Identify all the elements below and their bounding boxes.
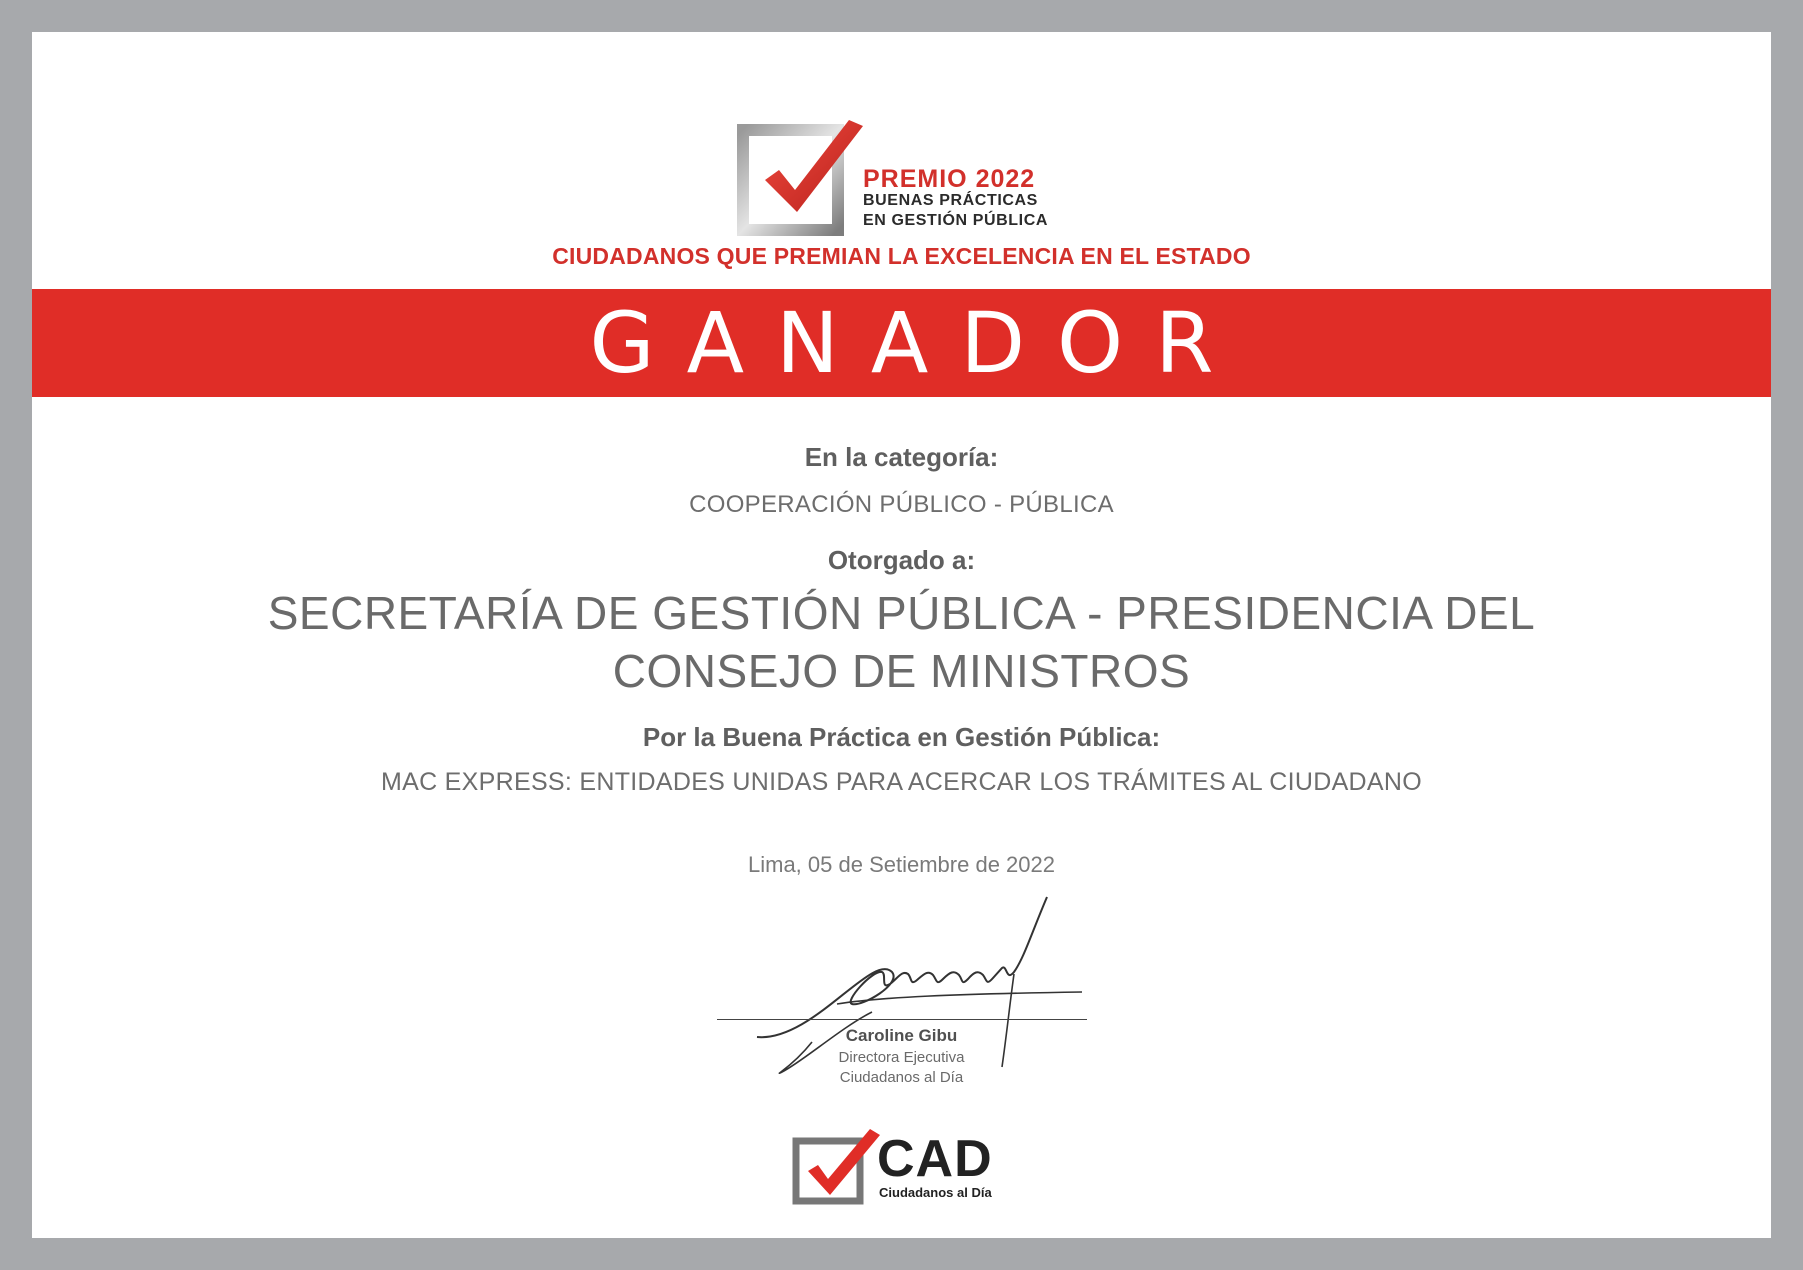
signer-role: Directora Ejecutiva: [838, 1049, 965, 1066]
issue-date: Lima, 05 de Setiembre de 2022: [748, 852, 1055, 877]
signer-name: Caroline Gibu: [845, 1026, 958, 1045]
certificate-sheet: [32, 32, 1771, 1238]
category-value: COOPERACIÓN PÚBLICO - PÚBLICA: [689, 491, 1114, 518]
signer-organization: Ciudadanos al Día: [839, 1069, 964, 1086]
premio-subtitle-2: EN GESTIÓN PÚBLICA: [863, 212, 1049, 229]
practice-label: Por la Buena Práctica en Gestión Pública:: [642, 722, 1161, 752]
signature-line: [717, 1019, 1087, 1020]
cad-check-icon: [792, 1127, 882, 1207]
category-label: En la categoría:: [804, 442, 999, 472]
cad-logo: [792, 1127, 1022, 1207]
checkbox-check-icon: [737, 90, 867, 240]
cad-logo-text: CAD: [877, 1130, 993, 1188]
cad-logo-subtitle: Ciudadanos al Día: [879, 1185, 992, 1200]
practice-value: MAC EXPRESS: ENTIDADES UNIDAS PARA ACERCAR LOS TRÁMITES AL CIUDADANO: [380, 768, 1422, 796]
awarded-to-label: Otorgado a:: [827, 545, 976, 575]
banner-title: GANADOR: [589, 294, 1246, 392]
winner-banner: [32, 289, 1771, 397]
premio-title: PREMIO 2022: [863, 165, 1036, 193]
awarded-to-value: SECRETARÍA DE GESTIÓN PÚBLICA - PRESIDENCIA DEL CONSEJO DE MINISTROS: [267, 587, 1536, 697]
award-logo: [737, 90, 1097, 240]
tagline: CIUDADANOS QUE PREMIAN LA EXCELENCIA EN EL ESTADO: [552, 243, 1251, 269]
premio-subtitle-1: BUENAS PRÁCTICAS: [863, 192, 1038, 209]
